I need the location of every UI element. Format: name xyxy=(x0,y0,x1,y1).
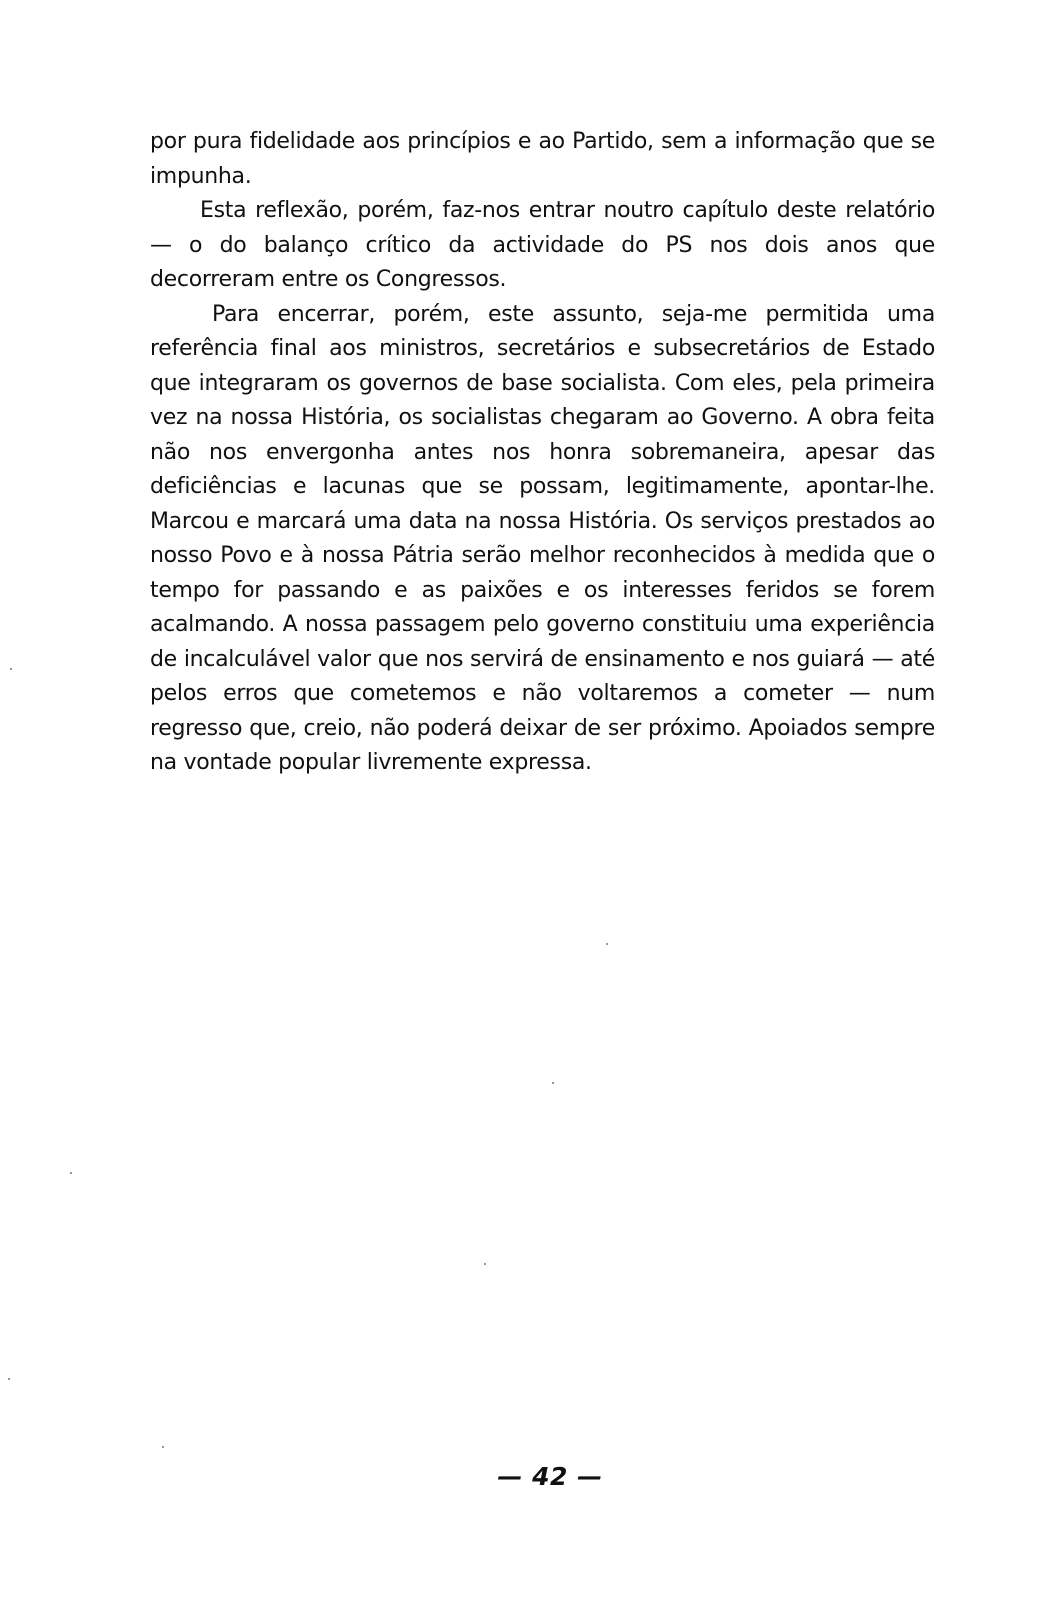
paragraph-reflection: Esta reflexão, porém, faz-nos entrar noutro capítulo deste relatório — o do balanço crítico da actividade do PS nos dois anos que decorreram entre os Congressos. xyxy=(150,198,935,292)
page-number: — 42 — xyxy=(497,1462,603,1491)
scan-speck xyxy=(606,943,608,945)
scan-speck xyxy=(484,1263,486,1265)
scan-speck xyxy=(70,1172,72,1174)
paragraph-continuation: por pura fidelidade aos princípios e ao Partido, sem a informação que se impunha. xyxy=(150,129,935,189)
scan-speck xyxy=(162,1446,164,1448)
document-body xyxy=(150,125,935,781)
paragraph-conclusion: Para encerrar, porém, este assunto, seja-me permitida uma referência final aos ministros, secretários e subsecretários de Estado que integraram os governos de base socialista. Com eles, pela primeira vez na nossa História, os socialistas chegaram ao Governo. A obra feita não nos envergonha antes nos honra sobremaneira, apesar das deficiências e lacunas que se possam, legitimamente, apontar-lhe. Marcou e marcará uma data na nossa História. Os serviços prestados ao nosso Povo e à nossa Pátria serão melhor reconhecidos à medida que o tempo for passando e as paixões e os interesses feridos se forem acalmando. A nossa passagem pelo governo constituiu uma experiência de incalculável valor que nos servirá de ensinamento e nos guiará — até pelos erros que cometemos e não voltaremos a cometer — num regresso que, creio, não poderá deixar de ser próximo. Apoiados sempre na vontade popular livremente expressa. xyxy=(150,301,935,775)
scan-speck xyxy=(8,1378,10,1380)
scan-speck xyxy=(552,1082,554,1084)
scan-speck xyxy=(10,668,12,670)
